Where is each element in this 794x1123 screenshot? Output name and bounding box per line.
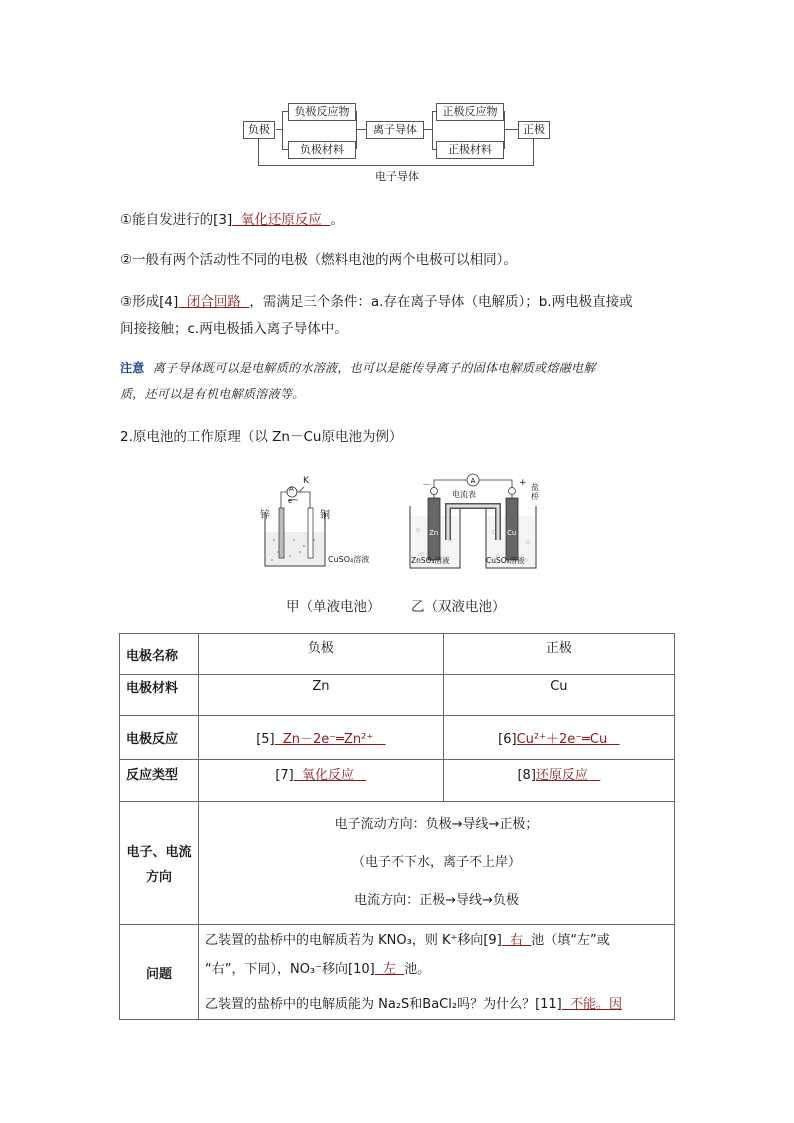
comparison-table — [119, 633, 675, 1020]
note: 注意 离子导体既可以是电解质的水溶液，也可以是能传导离子的固体电解质或熔融电解 质，还可以是有机电解质溶液等。 — [120, 361, 596, 401]
label-salt-bridge: 盐桥 — [531, 483, 539, 501]
meter-b-symbol: A — [470, 477, 476, 485]
answer-11: 不能。因 — [561, 996, 623, 1012]
label-cu-electrode: Cu — [507, 529, 517, 537]
answer-10: 左 — [374, 961, 405, 977]
pos-reactant-box: 正极反应物 — [436, 103, 504, 121]
pos-electrode-box: 正极 — [518, 121, 550, 139]
table-row: 反应类型 [7] 氧化反应 [8]还原反应 — [120, 760, 675, 802]
answer-7: 氧化反应 — [293, 768, 367, 783]
answer-9: 右 — [501, 932, 532, 948]
item-2: ②一般有两个活动性不同的电极（燃料电池的两个电极可以相同）。 — [120, 252, 517, 268]
answer-5: Zn－2e⁻═Zn²⁺ — [274, 732, 386, 747]
label-cuso4-b: CuSO₄溶液 — [486, 556, 525, 565]
item-3: ③形成[4] 闭合回路 ，需满足三个条件：a.存在离子导体（电解质）；b.两电极直接或 间接接触；c.两电极插入离子导体中。 — [120, 294, 633, 337]
label-zinc: 锌 — [260, 510, 270, 521]
label-copper: 铜 — [320, 510, 330, 521]
caption-a: 甲（单液电池） — [286, 599, 381, 615]
table-row: 问题 乙装置的盐桥中的电解质若为 KNO₃，则 K⁺移向[9] 右 池（填“左”或 “右”，下同），NO₃⁻移向[10] 左 池。 乙装置的盐桥中的电解质能为 Na₂S和BaCl₂吗？为什么？[11] 不能。因 — [120, 925, 675, 1020]
question-line-1: 乙装置的盐桥中的电解质若为 KNO₃，则 K⁺移向[9] 右 池（填“左”或 — [205, 932, 610, 948]
label-znso4: ZnSO₄溶液 — [411, 556, 450, 565]
flow-diagram — [240, 96, 560, 186]
item-1: ①能自发进行的[3] 氧化还原反应 。 — [120, 212, 344, 228]
note-label: 注意 — [120, 361, 145, 375]
label-ammeter: 电流表 — [452, 490, 476, 499]
answer-6: Cu²⁺＋2e⁻═Cu — [516, 732, 620, 747]
electron-rule: （电子不下水，离子不上岸） — [351, 855, 521, 870]
table-row: 电极名称 负极 正极 — [120, 634, 675, 675]
neg-electrode-box: 负极 — [243, 121, 275, 139]
label-minus: － — [422, 481, 432, 491]
label-electron: e⁻ — [288, 497, 297, 505]
current-flow: 电流方向：正极→导线→负极 — [354, 893, 519, 908]
table-row: 电极材料 Zn Cu — [120, 675, 675, 716]
question-line-3: 乙装置的盐桥中的电解质能为 Na₂S和BaCl₂吗？为什么？[11] 不能。因 — [205, 996, 623, 1012]
question-line-2: “右”，下同），NO₃⁻移向[10] 左 池。 — [205, 961, 431, 977]
label-meter-a: A — [289, 485, 294, 493]
label-k: K — [303, 476, 309, 486]
label-zn-electrode: Zn — [429, 529, 439, 537]
table-row: 电子、电流 方向 电子流动方向：负极→导线→正极； （电子不下水，离子不上岸） 电流方向：正极→导线→负极 — [120, 802, 675, 925]
electron-flow: 电子流动方向：负极→导线→正极； — [334, 817, 539, 832]
answer-4: 闭合回路 — [178, 294, 250, 310]
label-plus: + — [519, 478, 527, 488]
electron-conductor-label: 电子导体 — [375, 170, 419, 183]
pos-material-box: 正极材料 — [436, 141, 504, 159]
section-title: 2.原电池的工作原理（以 Zn－Cu原电池为例） — [120, 429, 403, 445]
answer-8: 还原反应 — [535, 768, 601, 783]
answer-3: 氧化还原反应 — [232, 212, 331, 228]
neg-reactant-box: 负极反应物 — [288, 103, 356, 121]
caption-b: 乙（双液电池） — [411, 599, 506, 615]
neg-material-box: 负极材料 — [288, 141, 356, 159]
ion-conductor-box: 离子导体 — [366, 121, 424, 139]
cell-figure — [250, 470, 550, 580]
label-cuso4-a: CuSO₄溶液 — [328, 555, 370, 564]
table-row: 电极反应 [5] Zn－2e⁻═Zn²⁺ [6]Cu²⁺＋2e⁻═Cu — [120, 716, 675, 760]
